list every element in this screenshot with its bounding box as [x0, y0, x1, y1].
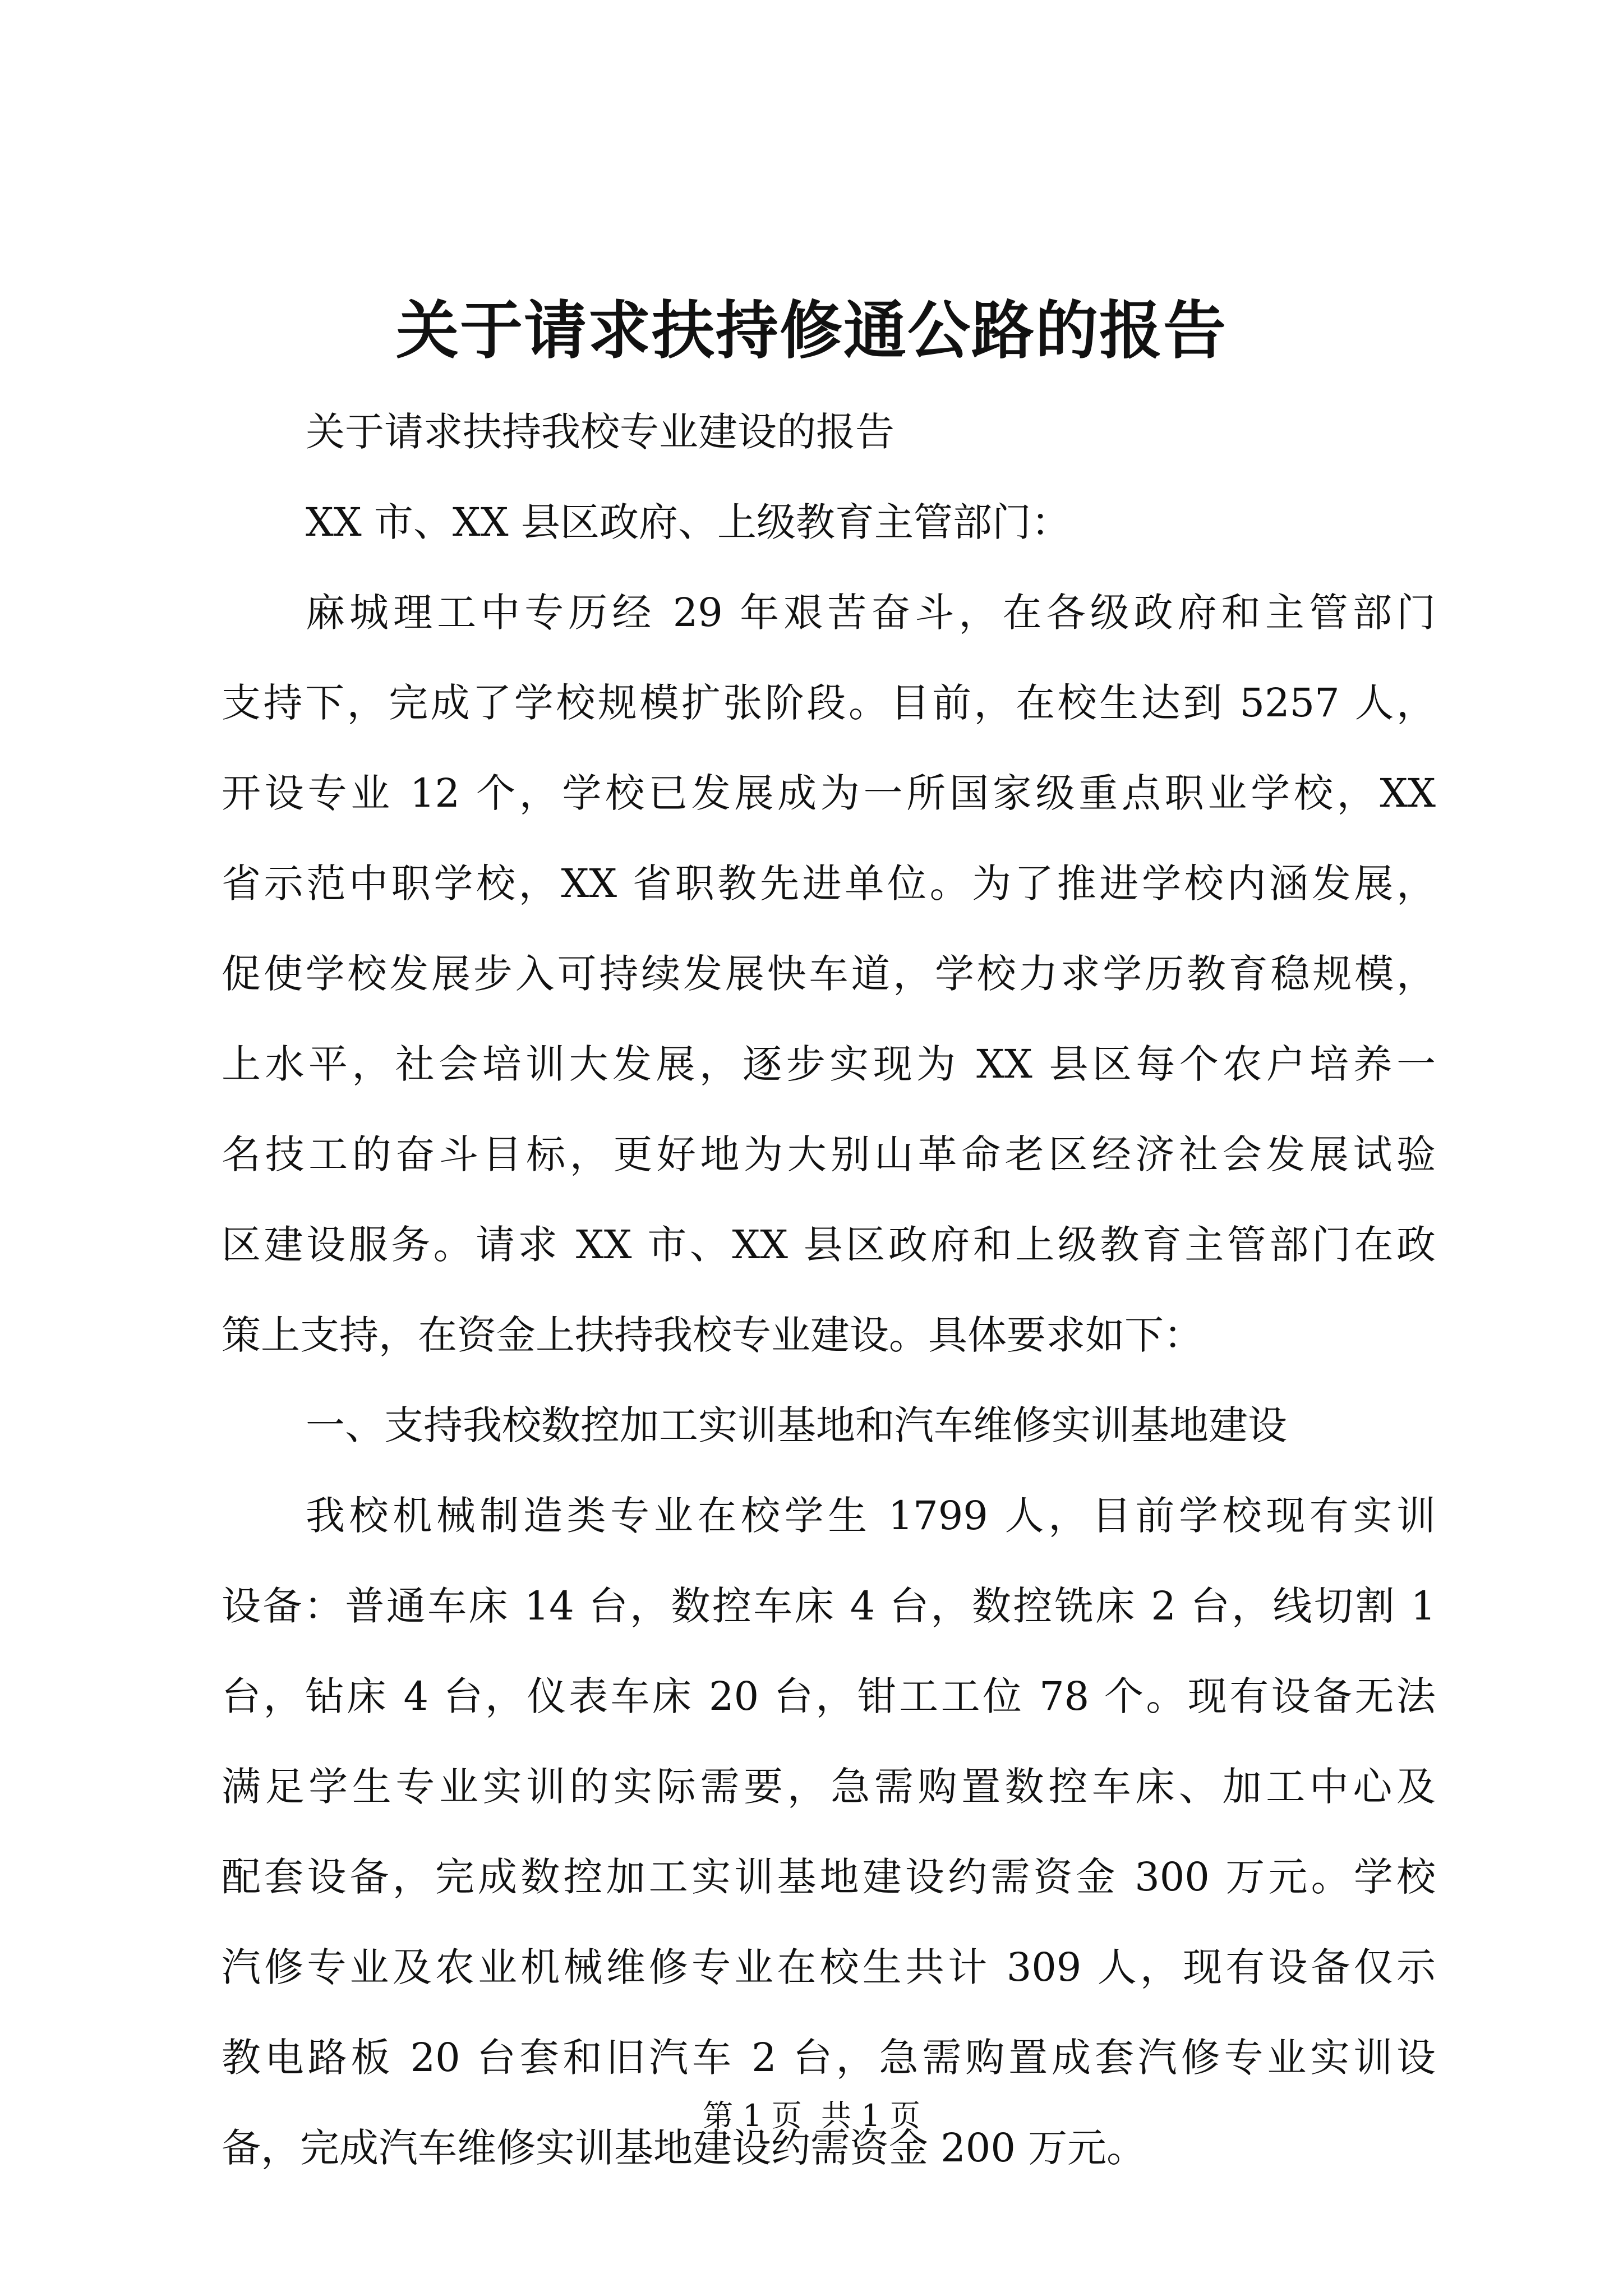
paragraph-line: 区建设服务。请求 XX 市、XX 县区政府和上级教育主管部门在政 — [222, 1222, 1436, 1268]
paragraph-line: 促使学校发展步入可持续发展快车道，学校力求学历教育稳规模， — [222, 951, 1436, 997]
paragraph-line: 我校机械制造类专业在校学生 1799 人，目前学校现有实训 — [306, 1493, 1436, 1539]
paragraph-line: 教电路板 20 台套和旧汽车 2 台，急需购置成套汽修专业实训设 — [222, 2035, 1436, 2081]
page-footer: 第 1 页 共 1 页 — [703, 2098, 920, 2133]
paragraph-line: 麻城理工中专历经 29 年艰苦奋斗，在各级政府和主管部门 — [306, 590, 1436, 636]
paragraph-line: 汽修专业及农业机械维修专业在校生共计 309 人，现有设备仅示 — [222, 1944, 1436, 1990]
paragraph-line: 上水平，社会培训大发展，逐步实现为 XX 县区每个农户培养一 — [222, 1041, 1436, 1087]
document-title: 关于请求扶持修通公路的报告 — [396, 294, 1227, 367]
paragraph-line: 设备：普通车床 14 台，数控车床 4 台，数控铣床 2 台，线切割 1 — [222, 1583, 1436, 1629]
paragraph-line: 台，钻床 4 台，仪表车床 20 台，钳工工位 78 个。现有设备无法 — [222, 1673, 1436, 1719]
document-body — [222, 387, 1436, 2193]
paragraph-line: 省示范中职学校，XX 省职教先进单位。为了推进学校内涵发展， — [222, 861, 1436, 907]
paragraph-line: 名技工的奋斗目标，更好地为大别山革命老区经济社会发展试验 — [222, 1131, 1436, 1177]
paragraph-line: 满足学生专业实训的实际需要，急需购置数控车床、加工中心及 — [222, 1764, 1436, 1810]
salutation-line: XX 市、XX 县区政府、上级教育主管部门： — [306, 499, 1071, 545]
paragraph-line: 备，完成汽车维修实训基地建设约需资金 200 万元。 — [222, 2125, 1146, 2171]
section-heading: 一、支持我校数控加工实训基地和汽车维修实训基地建设 — [306, 1402, 1287, 1448]
subtitle-line: 关于请求扶持我校专业建设的报告 — [306, 409, 895, 455]
paragraph-line: 配套设备，完成数控加工实训基地建设约需资金 300 万元。学校 — [222, 1854, 1436, 1900]
paragraph-line: 支持下，完成了学校规模扩张阶段。目前，在校生达到 5257 人， — [222, 680, 1436, 726]
paragraph-line: 策上支持，在资金上扶持我校专业建设。具体要求如下： — [222, 1312, 1203, 1358]
paragraph-line: 开设专业 12 个，学校已发展成为一所国家级重点职业学校，XX — [222, 770, 1436, 816]
